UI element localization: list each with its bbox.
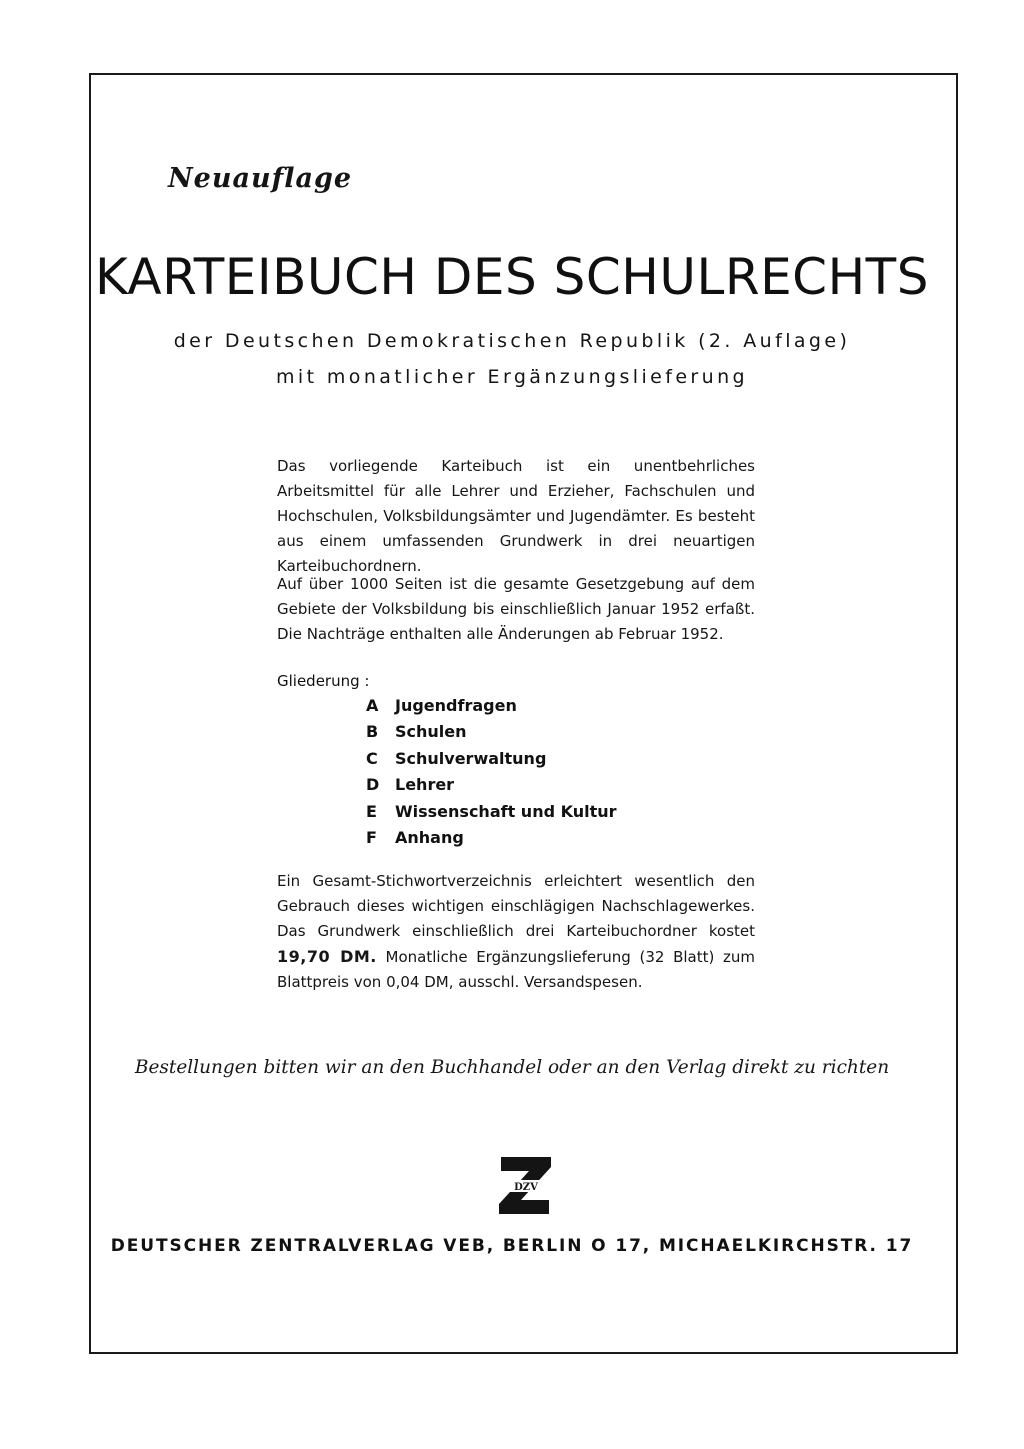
order-note: Bestellungen bitten wir an den Buchhandel oder an den Verlag direkt zu richten	[134, 1057, 890, 1078]
outline-letter: B	[366, 722, 379, 742]
tagline: Neuauflage	[168, 163, 353, 194]
outline-letter: C	[366, 748, 378, 768]
publisher-logo	[495, 1154, 555, 1216]
outline-label-text: Schulen	[395, 722, 467, 742]
outline-label-text: Anhang	[395, 827, 464, 847]
intro-paragraph: Das vorliegende Karteibuch ist ein unentbehrliches Arbeitsmittel für alle Lehrer und Erzieher, Fachschulen und Hochschulen, Volksbildungsämter und Jugendämter. Es besteht aus einem umfassenden Grundwerk in drei neuartigen Karteibuchordnern.	[277, 457, 755, 575]
outline-letter: E	[366, 801, 377, 821]
outline-letter: A	[366, 696, 379, 715]
outline-label-text: Jugendfragen	[395, 696, 517, 715]
outline-label-text: Wissenschaft und Kultur	[395, 801, 617, 821]
page-title: KARTEIBUCH DES SCHULRECHTS	[95, 248, 929, 306]
outline-item	[366, 719, 617, 745]
outline-item	[366, 693, 617, 719]
supplement-text: Monatliche Ergänzungslieferung (32 Blatt) zum Blattpreis von 0,04 DM, ausschl. Versandspesen.	[277, 948, 755, 991]
index-paragraph-text: Ein Gesamt-Stichwortverzeichnis erleichtert wesentlich den Gebrauch dieses wichtigen einschlägigen Nachschlagewerkes. Das Grundwerk einschließlich drei Karteibuchordner kostet	[277, 872, 755, 940]
outline-item	[366, 825, 617, 851]
outline-list	[366, 693, 617, 851]
subtitle-line-1: der Deutschen Demokratischen Republik (2. Auflage)	[173, 330, 851, 352]
outline-item	[366, 799, 617, 825]
outline-letter: D	[366, 775, 380, 795]
outline-label: Gliederung :	[277, 672, 370, 690]
publisher-address: DEUTSCHER ZENTRALVERLAG VEB, BERLIN O 17, MICHAELKIRCHSTR. 17	[110, 1236, 914, 1256]
outline-item	[366, 772, 617, 798]
logo-letters: DZV	[514, 1182, 538, 1193]
index-paragraph	[277, 869, 755, 995]
outline-item	[366, 746, 617, 772]
outline-letter: F	[366, 827, 377, 847]
outline-label-text: Lehrer	[395, 775, 455, 795]
scope-paragraph: Auf über 1000 Seiten ist die gesamte Gesetzgebung auf dem Gebiete der Volksbildung bis einschließlich Januar 1952 erfaßt. Die Nachträge enthalten alle Änderungen ab Februar 1952.	[277, 575, 755, 643]
outline-label-text: Schulverwaltung	[395, 748, 547, 768]
subtitle-line-2: mit monatlicher Ergänzungslieferung	[276, 366, 748, 388]
price: 19,70 DM.	[277, 947, 377, 966]
